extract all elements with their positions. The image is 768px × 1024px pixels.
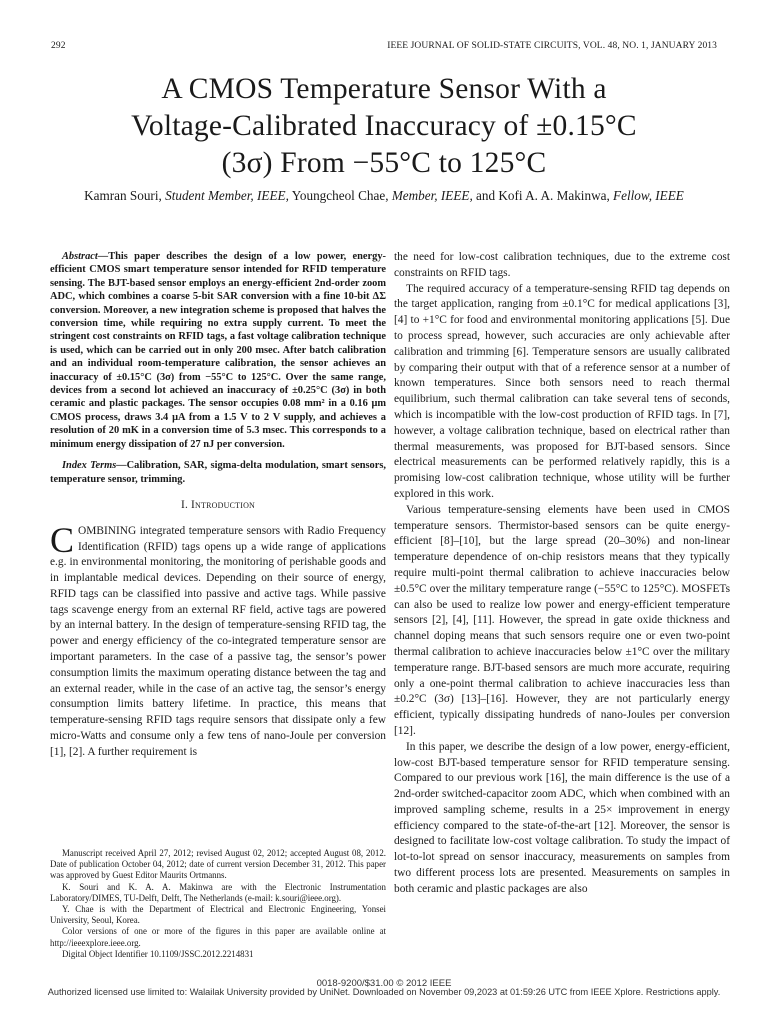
- abstract-lead: Abstract—: [62, 251, 109, 262]
- paper-title: [40, 71, 728, 182]
- intro-text: integrated temperature sensors with Radio Frequency Identification (RFID) tags opens up a wide range of applications e.g. in environmental monitoring, the monitoring of perishable goods and in implantable medical devices. Depending on their source of energy, RFID tags can be classified into passive and active tags. While passive tags scavenge energy from an external RF field, active tags are powered by an internal battery. In the design of temperature-sensing RFID tag, the power and energy efficiency of the co-integrated temperature sensor are important parameters. In the case of a passive tag, the sensor’s power consumption limits the maximum operating distance between the tag and an external reader, while in the case of an active tag, the sensor’s energy consumption limits battery lifetime. In practice, this means that temperature-sensing RFID tags require sensors that dissipate only a few micro-Watts and consume only a few tens of nano-Joule per conversion [1], [2]. A further requirement is: [50, 524, 386, 758]
- footnote: Y. Chae is with the Department of Electrical and Electronic Engineering, Yonsei University, Seoul, Korea.: [50, 904, 386, 926]
- index-terms-lead: Index Terms—: [62, 460, 127, 472]
- intro-paragraph: [50, 519, 386, 761]
- abstract-text: This paper describes the design of a low power, energy-efficient CMOS smart temperature sensor intended for RFID temperature sensing. The BJT-based sensor employs an energy-efficient 2nd-order zoom ADC, which combines a coarse 5-bit SAR conversion with a fine 10-bit ΔΣ conversion. Moreover, a new integration scheme is proposed that halves the conversion time, while requiring no extra supply current. To meet the stringent cost constraints on RFID tags, a fast voltage calibration technique is used, which can be carried out in only 200 msec. After batch calibration and an individual room-temperature calibration, the sensor achieves an inaccuracy of ±0.15°C (3σ) from −55°C to 125°C. Over the same range, devices from a second lot achieved an inaccuracy of ±0.25°C (3σ) in both ceramic and plastic packages. The sensor occupies 0.08 mm² in a 0.16 μm CMOS process, draws 3.4 μA from a 1.5 V to 2 V supply, and achieves a resolution of 20 mK in a conversion time of 5.3 msec. This corresponds to a minimum energy dissipation of 27 nJ per conversion.: [50, 251, 386, 450]
- index-terms: [50, 459, 386, 486]
- title-line: A CMOS Temperature Sensor With a: [161, 73, 607, 105]
- paragraph: In this paper, we describe the design of a low power, energy-efficient, low-cost BJT-based temperature sensor for RFID temperature sensing. Compared to our previous work [16], the main difference is the use of a 2nd-order switched-capacitor zoom ADC, which when combined with an improved sampling scheme, results in a 25× improvement in energy efficiency compared to the state-of-the-art [12]. Moreover, the sensor is designed to facilitate low-cost voltage calibration. To study the impact of lot-to-lot spread on sensor inaccuracy, measurements on samples from two different process lots are presented. Measurements on samples in both ceramic and plastic packages are also: [394, 740, 730, 895]
- title-line: (3σ) From −55°C to 125°C: [221, 147, 547, 179]
- intro-first-word: OMBINING: [78, 524, 137, 537]
- copyright-line: 0018-9200/$31.00 © 2012 IEEE: [316, 978, 452, 989]
- index-terms-text: Calibration, SAR, sigma-delta modulation, smart sensors, temperature sensor, trimming.: [50, 460, 386, 485]
- paragraph: Various temperature-sensing elements have been used in CMOS temperature sensors. Thermistor-based sensors can be quite energy-efficient [8]–[10], but the large spread (20–30%) and non-linear temperature dependence of on-chip resistors means that they typically require multi-point thermal calibration to achieve inaccuracies below ±0.5°C over the military temperature range (−55°C to 125°C). MOSFETs can also be used to realize low power and energy-efficient temperature sensors [2], [4], [11]. However, the spread in gate oxide thickness and channel doping means that such sensors require one or even two-point thermal calibration to achieve inaccuracies below ±1°C over the military temperature range. BJT-based sensors are much more accurate, requiring only a one-point thermal calibration to achieve inaccuracies less than ±0.2°C (3σ) [13]–[16]. However, they are not particularly energy efficient, typically dissipating hundreds of nano-Joules per conversion [12].: [394, 503, 730, 737]
- drop-cap: C: [50, 519, 75, 560]
- footnote: Color versions of one or more of the figures in this paper are available online at http://ieeexplore.ieee.org.: [50, 926, 386, 948]
- author-membership: Student Member, IEEE,: [165, 188, 289, 203]
- footnote: Digital Object Identifier 10.1109/JSSC.2012.2214831: [62, 948, 254, 959]
- paragraph: The required accuracy of a temperature-sensing RFID tag depends on the target application, ranging from ±0.1°C for medical applications [3], [4] to +1°C for food and environmental monitoring applications [5]. Due to process spread, however, such accuracies are only achievable after calibration and trimming [6]. Temperature sensors are usually calibrated by comparing their output with that of a reference sensor at a number of known temperatures. Since both sensors need to reach thermal equilibrium, such thermal calibration can take several tens of seconds, which is incompatible with the low-cost production of RFID tags. In [7], however, a voltage calibration technique, based on electrical rather than thermal measurements, was proposed for BJT-based sensors. Since electrical measurements can be performed relatively rapidly, this is a promising low-cost calibration technique, whose utility will be further explored in this work.: [394, 282, 730, 500]
- footnotes: [50, 848, 386, 960]
- left-column: [50, 250, 386, 761]
- journal-header: IEEE JOURNAL OF SOLID-STATE CIRCUITS, VOL. 48, NO. 1, JANUARY 2013: [387, 41, 717, 51]
- section-heading: I. Introduction: [180, 498, 256, 511]
- paragraph: the need for low-cost calibration techniques, due to the extreme cost constraints on RFID tags.: [394, 251, 730, 279]
- license-notice: Authorized licensed use limited to: Walailak University provided by UniNet. Downloaded on November 09,2023 at 01:59:26 UTC from IEEE Xplore. Restrictions apply.: [47, 987, 721, 997]
- author-name: and Kofi A. A. Makinwa,: [476, 188, 610, 203]
- abstract: [50, 250, 386, 451]
- author-membership: Member, IEEE,: [391, 188, 473, 203]
- footnote: Manuscript received April 27, 2012; revised August 02, 2012; accepted August 08, 2012. Date of publication October 04, 2012; date of current version December 31, 2012. This paper was approved by Guest Editor Maurits Ortmanns.: [50, 848, 386, 881]
- author-name: Kamran Souri,: [84, 188, 162, 203]
- title-line: Voltage-Calibrated Inaccuracy of ±0.15°C: [131, 110, 637, 142]
- right-column: [394, 250, 730, 898]
- author-list: [40, 188, 728, 204]
- footnote: K. Souri and K. A. A. Makinwa are with the Electronic Instrumentation Laboratory/DIMES, TU-Delft, Delft, The Netherlands (e-mail: k.souri@ieee.org).: [50, 881, 386, 903]
- author-membership: Fellow, IEEE: [613, 188, 684, 203]
- author-name: Youngcheol Chae,: [291, 188, 389, 203]
- page-number: 292: [51, 41, 66, 51]
